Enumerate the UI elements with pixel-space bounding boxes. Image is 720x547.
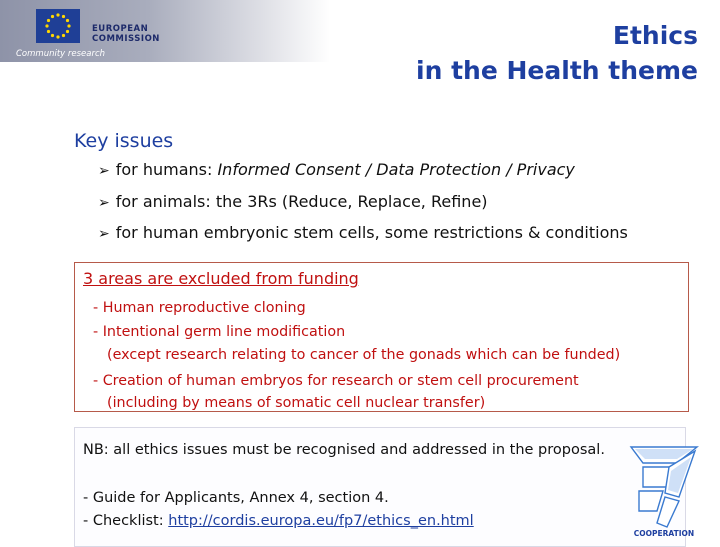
checklist-prefix: - Checklist: <box>83 513 169 529</box>
slide-title <box>416 18 698 88</box>
fp7-logo-label: COOPERATION <box>633 529 695 538</box>
key-issues-heading: Key issues <box>74 130 174 152</box>
ec-name-line1: EUROPEAN <box>92 24 149 34</box>
nb-note: NB: all ethics issues must be recognised and addressed in the proposal. <box>83 442 605 458</box>
excluded-item-note: (except research relating to cancer of the gonads which can be funded) <box>107 347 621 363</box>
excluded-item-note: (including by means of somatic cell nuclear transfer) <box>107 395 486 411</box>
community-research-label: Community research <box>16 49 106 59</box>
excluded-item: - Creation of human embryos for research or stem cell procurement <box>93 373 579 389</box>
slide-title-line2: in the Health theme <box>416 56 698 85</box>
excluded-item: - Intentional germ line modification <box>93 324 346 340</box>
excluded-areas-box <box>74 262 689 412</box>
bullet-text: for human embryonic stem cells, some restrictions & conditions <box>115 223 628 242</box>
bullet-text: for humans: <box>115 160 218 179</box>
bullet-humans <box>98 160 575 179</box>
excluded-title: 3 areas are excluded from funding <box>83 269 359 288</box>
slide-title-line1: Ethics <box>612 21 698 50</box>
checklist-link[interactable]: http://cordis.europa.eu/fp7/ethics_en.html <box>168 513 474 529</box>
bullet-detail: Informed Consent / Data Protection / Privacy <box>217 160 575 179</box>
bullet-stem-cells <box>98 223 628 242</box>
checklist-reference <box>83 513 474 529</box>
arrow-bullet-icon: ➢ <box>98 163 110 179</box>
ec-banner <box>0 0 330 62</box>
ec-name <box>92 24 160 44</box>
bullet-animals <box>98 192 488 211</box>
notes-box <box>74 427 686 547</box>
bullet-text: for animals: the 3Rs (Reduce, Replace, Refine) <box>115 192 488 211</box>
excluded-item: - Human reproductive cloning <box>93 300 306 316</box>
fp7-cooperation-logo <box>623 437 705 540</box>
guide-reference: - Guide for Applicants, Annex 4, section 4. <box>83 490 389 506</box>
ec-name-line2: COMMISSION <box>92 34 160 44</box>
arrow-bullet-icon: ➢ <box>98 226 110 242</box>
eu-flag-icon <box>36 9 80 43</box>
arrow-bullet-icon: ➢ <box>98 195 110 211</box>
